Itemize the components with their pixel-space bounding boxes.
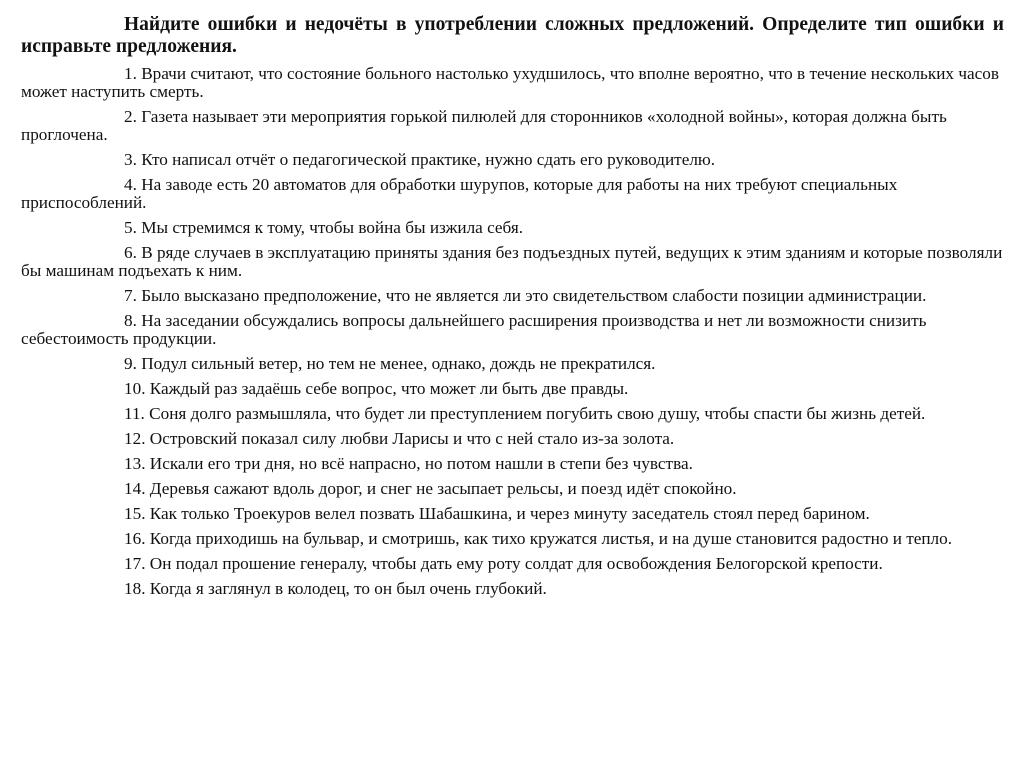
item-number: 5. [124, 218, 137, 237]
list-item [21, 430, 1004, 448]
list-item [21, 287, 1004, 305]
list-item [21, 530, 1004, 548]
item-text: Деревья сажают вдоль дорог, и снег не засыпает рельсы, и поезд идёт спокойно. [149, 479, 737, 498]
item-number: 2. [124, 107, 137, 126]
item-text: На заводе есть 20 автоматов для обработки шурупов, которые для работы на них требуют специальных приспособлений. [21, 175, 898, 212]
item-text: В ряде случаев в эксплуатацию приняты здания без подъездных путей, ведущих к этим зданиям и которые позволяли бы машинам подъехать к ним. [21, 243, 1003, 280]
item-number: 13. [124, 454, 146, 473]
item-text: Мы стремимся к тому, чтобы война бы изжила себя. [141, 218, 524, 237]
list-item [21, 405, 1004, 423]
item-number: 1. [124, 64, 137, 83]
list-item [21, 480, 1004, 498]
item-text: Он подал прошение генералу, чтобы дать ему роту солдат для освобождения Белогорской крепости. [149, 554, 883, 573]
sentence-list [21, 65, 1004, 598]
list-item [21, 65, 1004, 101]
list-item [21, 219, 1004, 237]
slide-content [21, 14, 1004, 605]
list-item [21, 555, 1004, 573]
item-number: 6. [124, 243, 137, 262]
item-text: Как только Троекуров велел позвать Шабашкина, и через минуту заседатель стоял перед барином. [149, 504, 870, 523]
item-text: Когда приходишь на бульвар, и смотришь, как тихо кружатся листья, и на душе становится радостно и тепло. [149, 529, 953, 548]
item-number: 12. [124, 429, 146, 448]
list-item [21, 244, 1004, 280]
item-number: 7. [124, 286, 137, 305]
item-number: 8. [124, 311, 137, 330]
item-number: 10. [124, 379, 146, 398]
item-text: Островский показал силу любви Ларисы и что с ней стало из-за золота. [149, 429, 675, 448]
list-item [21, 176, 1004, 212]
item-number: 3. [124, 150, 137, 169]
item-number: 14. [124, 479, 146, 498]
item-text: Соня долго размышляла, что будет ли преступлением погубить свою душу, чтобы спасти бы жизнь детей. [149, 404, 926, 423]
list-item [21, 355, 1004, 373]
list-item [21, 505, 1004, 523]
list-item [21, 312, 1004, 348]
item-text: Искали его три дня, но всё напрасно, но потом нашли в степи без чувства. [149, 454, 693, 473]
item-number: 4. [124, 175, 137, 194]
item-text: Каждый раз задаёшь себе вопрос, что может ли быть две правды. [149, 379, 629, 398]
list-item [21, 108, 1004, 144]
item-number: 16. [124, 529, 146, 548]
item-number: 9. [124, 354, 137, 373]
list-item [21, 380, 1004, 398]
item-text: Подул сильный ветер, но тем не менее, однако, дождь не прекратился. [141, 354, 656, 373]
list-item [21, 151, 1004, 169]
item-text: Кто написал отчёт о педагогической практике, нужно сдать его руководителю. [141, 150, 716, 169]
item-number: 11. [124, 404, 145, 423]
item-text: Газета называет эти мероприятия горькой пилюлей для сторонников «холодной войны», которая должна быть проглочена. [21, 107, 947, 144]
item-text: Когда я заглянул в колодец, то он был очень глубокий. [149, 579, 547, 598]
item-text: Было высказано предположение, что не является ли это свидетельством слабости позиции администрации. [141, 286, 927, 305]
item-number: 15. [124, 504, 146, 523]
item-text: Врачи считают, что состояние больного настолько ухудшилось, что вполне вероятно, что в течение нескольких часов может наступить смерть. [21, 64, 999, 101]
item-text: На заседании обсуждались вопросы дальнейшего расширения производства и нет ли возможности снизить себестоимость продукции. [21, 311, 927, 348]
item-number: 18. [124, 579, 146, 598]
list-item [21, 580, 1004, 598]
page-title: Найдите ошибки и недочёты в употреблении сложных предложений. Определите тип ошибки и исправьте предложения. [21, 14, 1004, 57]
list-item [21, 455, 1004, 473]
item-number: 17. [124, 554, 146, 573]
